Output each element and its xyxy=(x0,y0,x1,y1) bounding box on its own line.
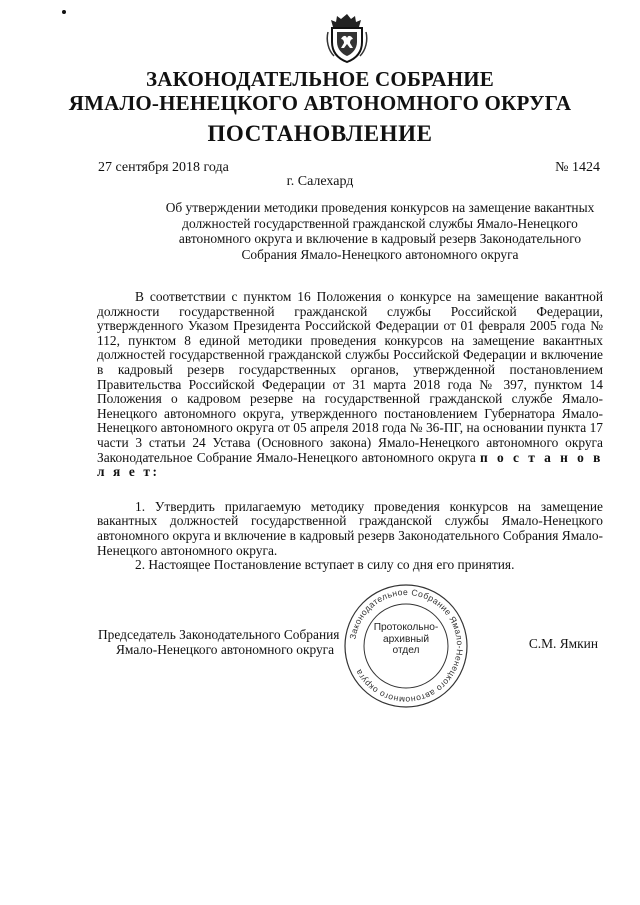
scan-speck xyxy=(62,10,66,14)
org-name-line1: ЗАКОНОДАТЕЛЬНОЕ СОБРАНИЕ xyxy=(145,67,495,91)
org-name-line2: ЯМАЛО-НЕНЕЦКОГО АВТОНОМНОГО ОКРУГА xyxy=(68,91,572,115)
item-1: 1. Утвердить прилагаемую методику проведения конкурсов на замещение вакантных должностей государственной гражданской службы Ямало-Ненецкого автономного округа и включение в кадровый резерв Законодательного Собрания Ямало-Ненецкого автономного округа. xyxy=(97,498,603,558)
title-line: должностей государственной гражданской службы Ямало-Ненецкого xyxy=(182,215,578,231)
document-title xyxy=(80,200,640,262)
signatory-position-line2: Ямало-Ненецкого автономного округа xyxy=(116,642,335,657)
document-body xyxy=(97,290,603,573)
title-line: автономного округа и включение в кадровый резерв Законодательного xyxy=(178,231,582,246)
document-number: № 1424 xyxy=(555,160,600,175)
stamp-ring-text: Законодательное Собрание Ямало-Ненецкого автономного округа xyxy=(347,586,466,706)
preamble-paragraph xyxy=(97,290,603,480)
stamp-line: Протокольно- xyxy=(373,622,439,633)
stamp-center-text xyxy=(371,622,441,657)
stamp-line: архивный xyxy=(382,633,430,645)
signatory-position-line1: Председатель Законодательного Собрания xyxy=(98,627,340,642)
signatory-name: С.М. Ямкин xyxy=(528,636,598,651)
coat-of-arms-icon xyxy=(325,12,369,64)
title-line: Об утверждении методики проведения конкурсов на замещение вакантных xyxy=(165,200,595,215)
stamp-line: отдел xyxy=(392,645,420,657)
document-type: ПОСТАНОВЛЕНИЕ xyxy=(207,121,433,146)
document-city: г. Салехард xyxy=(286,174,354,189)
preamble-text: В соответствии с пунктом 16 Положения о конкурсе на замещение вакантной должности государственной гражданской службы Российской Федерации, утвержденного Указом Президента Российской Федерации от 01 февраля 2005 года № 112, пунктом 8 единой методики проведения конкурсов на замещение вакантных должностей государственной гражданской службы Российской Федерации и включение в кадровый резерв государственных органов, утвержденной постановлением Правительства Российской Федерации от 31 марта 2018 года № 397, пунктом 14 Положения о кадровом резерве на государственной гражданской службе Ямало-Ненецкого автономного округа, утвержденного постановлением Губернатора Ямало-Ненецкого автономного округа от 05 апреля 2018 года № 36-ПГ, на основании пункта 17 части 3 статьи 24 Устава (Основного закона) Ямало-Ненецкого автономного округа Законодательное Собрание Ямало-Ненецкого автономного округа xyxy=(97,289,603,465)
item-2: 2. Настоящее Постановление вступает в силу со дня его принятия. xyxy=(135,557,515,573)
resolves-word: п о с т а н о в л я е т: xyxy=(97,449,604,480)
title-line: Собрания Ямало-Ненецкого автономного округа xyxy=(241,246,519,262)
document-date: 27 сентября 2018 года xyxy=(98,160,229,175)
